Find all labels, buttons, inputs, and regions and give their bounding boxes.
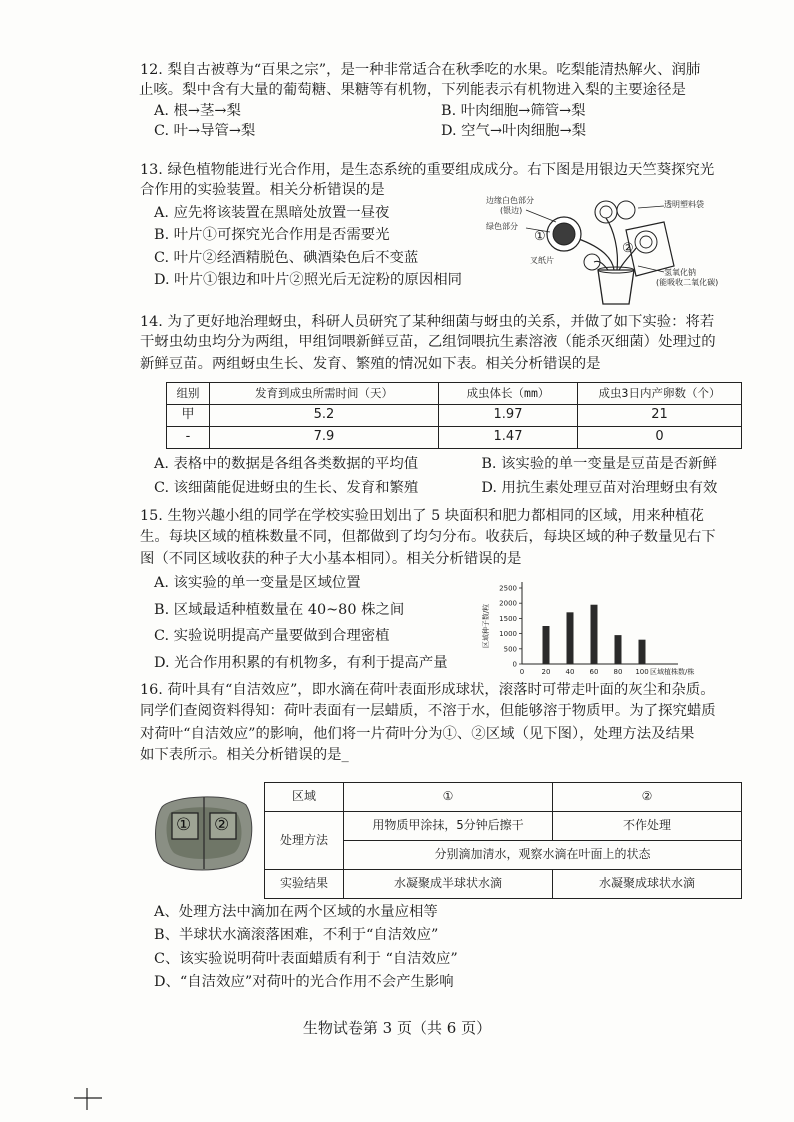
q13-line2: 合作用的实验装置。相关分析错误的是 [140, 182, 385, 199]
q13-option-d[interactable]: D. 叶片①银边和叶片②照光后无淀粉的原因相同 [154, 272, 462, 289]
q16-result-label: 实验结果 [265, 870, 344, 899]
question-16 [140, 680, 740, 766]
q16-table [264, 782, 742, 899]
q16-header-2: ② [553, 783, 742, 812]
page-footer: 生物试卷第 3 页（共 6 页） [302, 1019, 492, 1037]
label-bag: 透明塑料袋 [664, 200, 704, 209]
q16-treat-common: 分别滴加清水，观察水滴在叶面上的状态 [344, 841, 742, 870]
q16-result-1: 水凝聚成半球状水滴 [344, 870, 553, 899]
bar [543, 626, 550, 664]
q15-line1: 15. 生物兴趣小组的同学在学校实验田划出了 5 块面积和肥力都相同的区域，用来种植花 [140, 508, 704, 524]
table-cell: 0 [578, 427, 742, 449]
q14-col-time: 发育到成虫所需时间（天） [210, 383, 439, 405]
q12-option-b[interactable]: B. 叶肉细胞→筛管→梨 [441, 102, 586, 119]
bar [591, 605, 598, 664]
y-tick-label: 2000 [499, 599, 517, 608]
y-tick-label: 500 [503, 645, 517, 654]
q16-option-c[interactable]: C、该实验说明荷叶表面蜡质有利于 “自洁效应” [154, 950, 458, 967]
seed-chart-svg [480, 580, 720, 678]
table-cell: 1.47 [439, 427, 578, 449]
x-axis-label: 区域植株数/株 [650, 668, 695, 676]
table-cell: 5.2 [210, 405, 439, 427]
seed-chart [480, 580, 720, 678]
q13-option-b[interactable]: B. 叶片①可探究光合作用是否需要光 [154, 227, 390, 244]
y-tick-label: 1500 [499, 614, 517, 623]
leaf-mark-1: ① [534, 229, 546, 244]
q14-col-group: 组别 [167, 383, 210, 405]
q12-option-a[interactable]: A. 根→茎→梨 [154, 102, 241, 119]
x-tick-label: 40 [565, 668, 575, 676]
q16-line3: 对荷叶“自洁效应”的影响，他们将一片荷叶分为①、②区域（见下图），处理方法及结果 [140, 725, 695, 742]
q14-line2: 干蚜虫幼虫均分为两组，甲组饲喂新鲜豆苗，乙组饲喂抗生素溶液（能杀灭细菌）处理过的 [140, 334, 716, 351]
crosshair-mark-icon [74, 1088, 102, 1112]
table-cell: 甲 [167, 405, 210, 427]
question-12 [140, 60, 740, 142]
q14-col-length: 成虫体长（mm） [439, 383, 578, 405]
q14-option-c[interactable]: C. 该细菌能促进蚜虫的生长、发育和繁殖 [154, 480, 419, 497]
q16-result-2: 水凝聚成球状水滴 [553, 870, 742, 899]
x-tick-label: 20 [541, 668, 551, 676]
q14-options [140, 454, 764, 499]
table-cell: 7.9 [210, 427, 439, 449]
q16-treat-1: 用物质甲涂抹，5分钟后擦干 [344, 812, 553, 841]
x-tick-label: 100 [635, 668, 649, 676]
x-tick-label: 80 [613, 668, 623, 676]
leaf-mark-2: ② [622, 241, 634, 256]
table-cell: 1.97 [439, 405, 578, 427]
bar [639, 640, 646, 664]
q16-treat-2: 不作处理 [553, 812, 742, 841]
q14-option-b[interactable]: B. 该实验的单一变量是豆苗是否新鲜 [481, 456, 717, 472]
question-14 [140, 312, 740, 375]
y-tick-label: 0 [512, 660, 517, 669]
q14-option-a[interactable]: A. 表格中的数据是各组各类数据的平均值 [154, 456, 419, 472]
y-tick-label: 2500 [499, 584, 517, 593]
bar [615, 635, 622, 664]
q15-line2: 生。每块区域的植株数量不同，但都做到了均匀分布。收获后，每块区域的种子数量见右下 [140, 529, 716, 546]
q16-options [140, 902, 754, 993]
x-tick-label: 60 [589, 668, 599, 676]
table-cell: - [167, 427, 210, 449]
table-row [167, 405, 742, 427]
geranium-drawing [486, 200, 726, 310]
q16-header-region: 区域 [265, 783, 344, 812]
q12-line1: 12. 梨自古被尊为“百果之宗”，是一种非常适合在秋季吃的水果。吃梨能清热解火、润肺 [140, 62, 701, 78]
q16-option-b[interactable]: B、半球状水滴滚落困难，不利于“自洁效应” [154, 927, 439, 944]
label-edge: 边缘白色部分 [486, 196, 534, 205]
q13-option-a[interactable]: A. 应先将该装置在黑暗处放置一昼夜 [154, 204, 390, 221]
leaf-region-1-mark: ① [176, 815, 192, 835]
label-green: 绿色部分 [486, 222, 518, 231]
lotus-leaf-drawing [152, 793, 254, 871]
q16-option-a[interactable]: A、处理方法中滴加在两个区域的水量应相等 [154, 904, 438, 920]
geranium-figure [486, 196, 726, 310]
q16-line4: 如下表所示。相关分析错误的是_ [140, 747, 349, 764]
table-row [167, 427, 742, 449]
q14-option-d[interactable]: D. 用抗生素处理豆苗对治理蚜虫有效 [481, 480, 718, 497]
q16-option-d[interactable]: D、“自洁效应”对荷叶的光合作用不会产生影响 [154, 974, 454, 991]
label-edge-silver: (银边) [500, 206, 523, 215]
label-naoh: 氢氧化钠 [664, 268, 696, 277]
q12-line2: 止咳。梨中含有大量的葡萄糖、果糖等有机物，下列能表示有机物进入梨的主要途径是 [139, 82, 686, 99]
q16-treat-label: 处理方法 [265, 812, 344, 870]
table-row [265, 783, 742, 812]
q16-line1: 16. 荷叶具有“自洁效应”，即水滴在荷叶表面形成球状，滚落时可带走叶面的灰尘和杂质。 [140, 682, 715, 698]
q14-options-row2 [154, 478, 764, 498]
q12-options-row2 [140, 121, 740, 141]
q14-line3: 新鲜豆苗。两组蚜虫生长、发育、繁殖的情况如下表。相关分析错误的是 [140, 356, 601, 373]
table-cell: 21 [578, 405, 742, 427]
q12-options-row1 [140, 101, 740, 121]
q14-table-header [167, 383, 742, 405]
q16-header-1: ① [344, 783, 553, 812]
q14-line1: 14. 为了更好地治理蚜虫，科研人员研究了某种细菌与蚜虫的关系，并做了如下实验：将若 [140, 314, 715, 330]
q13-line1: 13. 绿色植物能进行光合作用，是生态系统的重要组成成分。右下图是用银边天竺葵探究光 [140, 162, 715, 178]
q14-options-row1 [154, 454, 764, 474]
table-row [265, 870, 742, 899]
bar [567, 612, 574, 664]
q14-col-eggs: 成虫3日内产卵数（个） [578, 383, 742, 405]
x-tick-label: 0 [519, 668, 525, 676]
q13-option-c[interactable]: C. 叶片②经酒精脱色、碘酒染色后不变蓝 [154, 249, 419, 266]
q12-option-d[interactable]: D. 空气→叶肉细胞→梨 [441, 123, 587, 140]
q16-line2: 同学们查阅资料得知：荷叶表面有一层蜡质，不溶于水，但能够溶于物质甲。为了探究蜡质 [140, 703, 716, 720]
y-axis-label: 区域种子数/粒 [482, 603, 490, 649]
leaf-region-2-mark: ② [214, 815, 230, 835]
q15-option-a[interactable]: A. 该实验的单一变量是区域位置 [154, 575, 361, 592]
q15-line3: 图（不同区域收获的种子大小基本相同）。相关分析错误的是 [140, 550, 522, 567]
y-tick-label: 1000 [499, 630, 517, 639]
q12-option-c[interactable]: C. 叶→导管→梨 [154, 123, 256, 140]
q15-option-d[interactable]: D. 光合作用积累的有机物多，有利于提高产量 [154, 654, 448, 671]
registration-mark [74, 1088, 102, 1112]
table-row [265, 812, 742, 841]
label-foil: 叉纸片 [530, 256, 554, 265]
q14-table [166, 382, 742, 449]
lotus-leaf-image [152, 793, 254, 871]
q15-option-c[interactable]: C. 实验说明提高产量要做到合理密植 [154, 628, 390, 645]
label-naoh-note: (能吸收二氧化碳) [656, 278, 719, 287]
q15-option-b[interactable]: B. 区域最适种植数量在 40~80 株之间 [154, 601, 405, 618]
